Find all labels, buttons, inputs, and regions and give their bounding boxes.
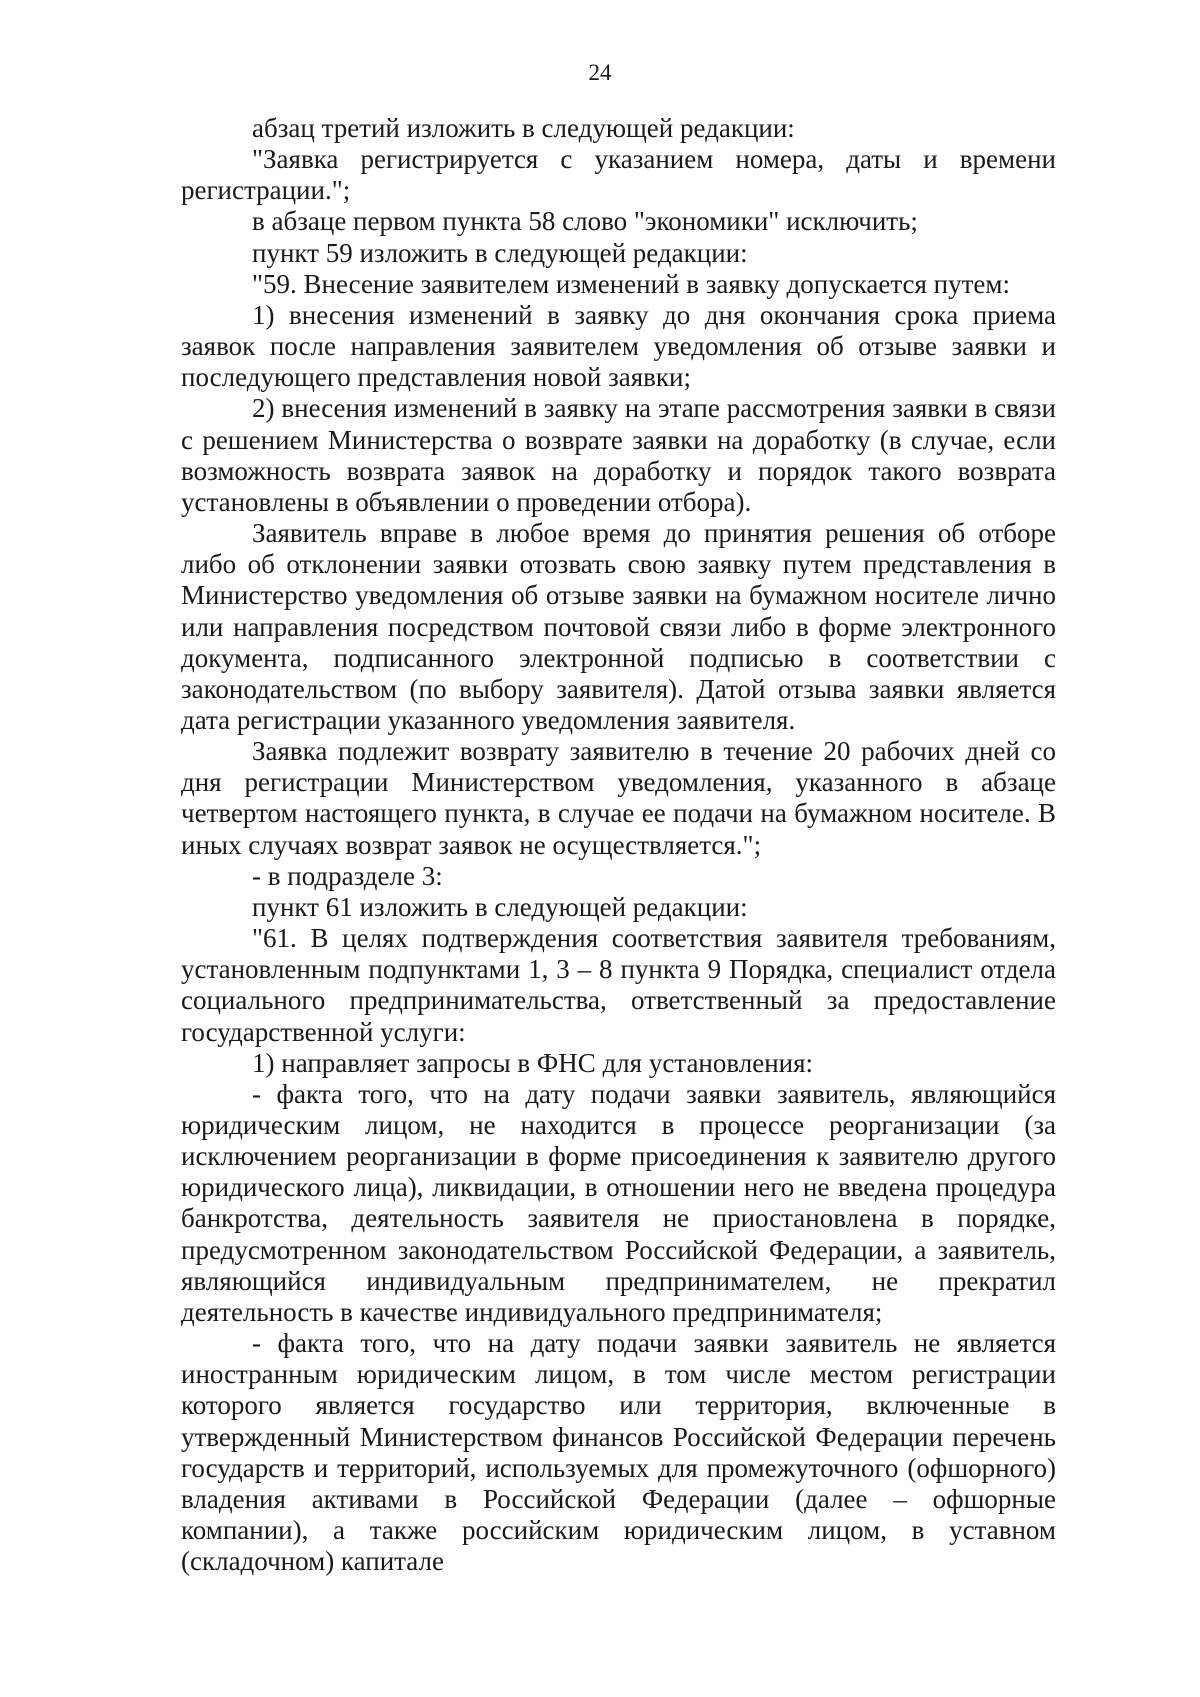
paragraph: "59. Внесение заявителем изменений в заявку допускается путем: <box>252 268 1010 299</box>
document-body <box>181 113 1056 1577</box>
paragraph: пункт 59 изложить в следующей редакции: <box>252 237 748 268</box>
paragraph: 1) направляет запросы в ФНС для установления: <box>252 1047 814 1078</box>
paragraph: в абзаце первом пункта 58 слово "экономики" исключить; <box>252 206 918 237</box>
paragraph: - факта того, что на дату подачи заявки заявитель не является иностранным юридическим лицом, в том числе местом регистрации которого является государство или территория, включенные в утвержденный Министерством финансов Российской Федерации перечень государств и территорий, используемых для промежуточного (офшорного) владения активами в Российской Федерации (далее – офшорные компании), а также российским юридическим лицом, в уставном (складочном) капитале <box>181 1328 1056 1577</box>
paragraph: "Заявка регистрируется с указанием номера, даты и времени регистрации."; <box>181 144 1056 206</box>
paragraph: Заявитель вправе в любое время до принятия решения об отборе либо об отклонении заявки отозвать свою заявку путем представления в Министерство уведомления об отзыве заявки на бумажном носителе лично или направления посредством почтовой связи либо в форме электронного документа, подписанного электронной подписью в соответствии с законодательством (по выбору заявителя). Датой отзыва заявки является дата регистрации указанного уведомления заявителя. <box>181 518 1056 735</box>
paragraph: - в подразделе 3: <box>252 860 443 891</box>
paragraph: абзац третий изложить в следующей редакции: <box>252 113 795 143</box>
paragraph: пункт 61 изложить в следующей редакции: <box>252 891 748 922</box>
paragraph: Заявка подлежит возврату заявителю в течение 20 рабочих дней со дня регистрации Министерством уведомления, указанного в абзаце четвертом настоящего пункта, в случае ее подачи на бумажном носителе. В иных случаях возврат заявок не осуществляется."; <box>181 736 1056 860</box>
paragraph: - факта того, что на дату подачи заявки заявитель, являющийся юридическим лицом, не находится в процессе реорганизации (за исключением реорганизации в форме присоединения к заявителю другого юридического лица), ликвидации, в отношении него не введена процедура банкротства, деятельность заявителя не приостановлена в порядке, предусмотренном законодательством Российской Федерации, а заявитель, являющийся индивидуальным предпринимателем, не прекратил деятельность в качестве индивидуального предпринимателя; <box>181 1078 1056 1327</box>
paragraph: "61. В целях подтверждения соответствия заявителя требованиям, установленным подпунктами 1, 3 – 8 пункта 9 Порядка, специалист отдела социального предпринимательства, ответственный за предоставление государственной услуги: <box>181 923 1056 1047</box>
page-number: 24 <box>588 60 612 85</box>
paragraph: 1) внесения изменений в заявку до дня окончания срока приема заявок после направления заявителем уведомления об отзыве заявки и последующего представления новой заявки; <box>181 299 1056 393</box>
paragraph: 2) внесения изменений в заявку на этапе рассмотрения заявки в связи с решением Министерства о возврате заявки на доработку (в случае, если возможность возврата заявок на доработку и порядок такого возврата установлены в объявлении о проведении отбора). <box>181 393 1056 517</box>
